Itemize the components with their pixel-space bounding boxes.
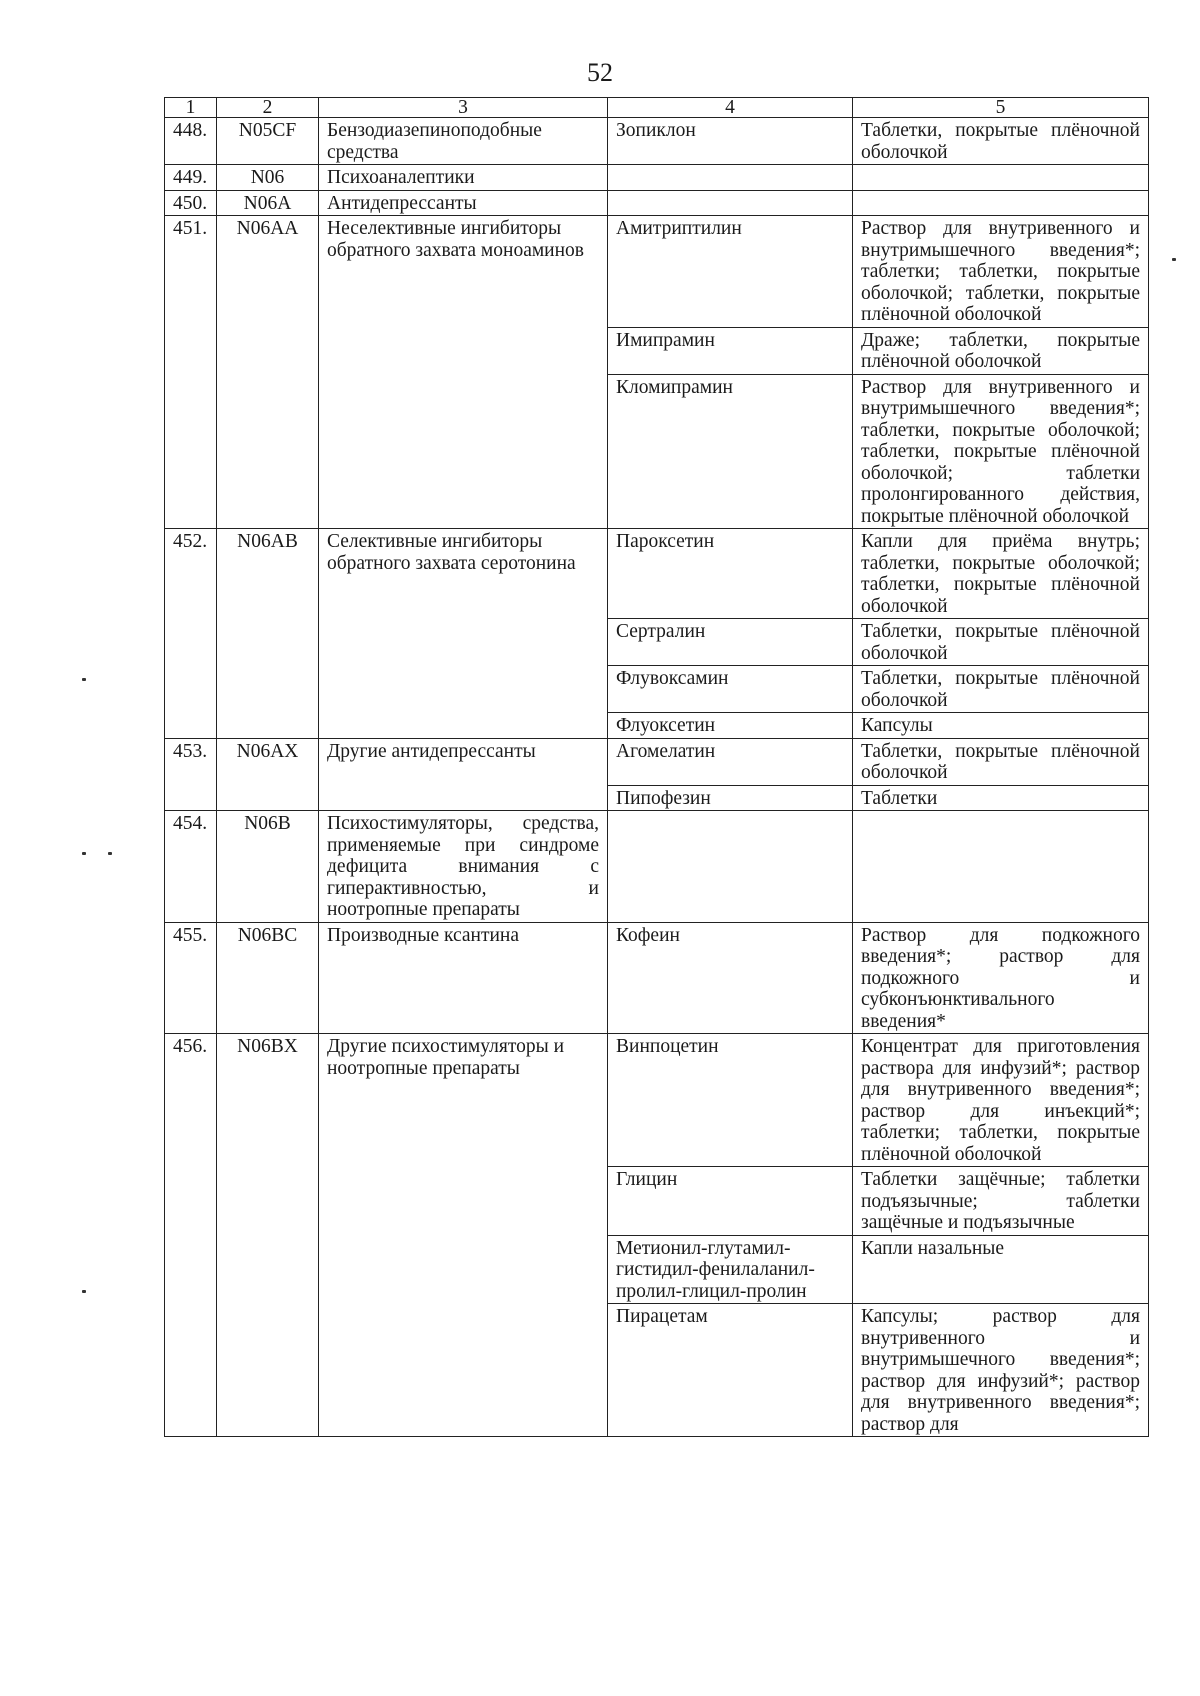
drug-name: Агомелатин <box>608 738 853 785</box>
table-row <box>165 165 1149 191</box>
group-name: Неселективные ингибиторы обратного захвата моноаминов <box>319 216 608 529</box>
group-name: Бензодиазепиноподобные средства <box>319 118 608 165</box>
group-name: Антидепрессанты <box>319 190 608 216</box>
atc-code: N05CF <box>217 118 319 165</box>
group-name: Селективные ингибиторы обратного захвата серотонина <box>319 529 608 739</box>
column-header: 1 <box>165 98 217 118</box>
table-row <box>165 738 1149 785</box>
row-number: 453. <box>165 738 217 811</box>
dosage-form: Концентрат для приготовления раствора для инфузий*; раствор для внутривенного введения*; раствор для инъекций*; таблетки; таблетки, покрытые плёночной оболочкой <box>853 1034 1149 1167</box>
table-row <box>165 922 1149 1034</box>
atc-code: N06AB <box>217 529 319 739</box>
table-row <box>165 529 1149 619</box>
dosage-form: Капли назальные <box>853 1235 1149 1304</box>
dosage-form: Таблетки <box>853 785 1149 811</box>
drug-name: Глицин <box>608 1167 853 1236</box>
row-number: 449. <box>165 165 217 191</box>
atc-code: N06BX <box>217 1034 319 1437</box>
drug-name: Пирацетам <box>608 1304 853 1437</box>
drug-name: Винпоцетин <box>608 1034 853 1167</box>
atc-code: N06 <box>217 165 319 191</box>
group-name: Другие антидепрессанты <box>319 738 608 811</box>
drug-name: Метионил-глутамил-гистидил-фенилаланил-пролил-глицил-пролин <box>608 1235 853 1304</box>
drug-name: Амитриптилин <box>608 216 853 328</box>
table-header-row <box>165 98 1149 118</box>
drug-name: Флувоксамин <box>608 666 853 713</box>
drug-name: Флуоксетин <box>608 713 853 739</box>
atc-code: N06AA <box>217 216 319 529</box>
drug-name: Кломипрамин <box>608 374 853 529</box>
row-number: 450. <box>165 190 217 216</box>
row-number: 448. <box>165 118 217 165</box>
dosage-form <box>853 811 1149 923</box>
drug-table <box>164 97 1149 1437</box>
dosage-form <box>853 165 1149 191</box>
atc-code: N06BC <box>217 922 319 1034</box>
row-number: 452. <box>165 529 217 739</box>
drug-name <box>608 190 853 216</box>
dosage-form: Раствор для внутривенного и внутримышечного введения*; таблетки, покрытые оболочкой; таблетки, покрытые плёночной оболочкой; таблетки пролонгированного действия, покрытые плёночной оболочкой <box>853 374 1149 529</box>
row-number: 454. <box>165 811 217 923</box>
dosage-form: Таблетки защёчные; таблетки подъязычные; таблетки защёчные и подъязычные <box>853 1167 1149 1236</box>
drug-name: Пипофезин <box>608 785 853 811</box>
dosage-form: Таблетки, покрытые плёночной оболочкой <box>853 619 1149 666</box>
drug-name <box>608 165 853 191</box>
atc-code: N06B <box>217 811 319 923</box>
drug-name: Кофеин <box>608 922 853 1034</box>
column-header: 5 <box>853 98 1149 118</box>
drug-name: Имипрамин <box>608 327 853 374</box>
drug-name: Зопиклон <box>608 118 853 165</box>
table-row <box>165 118 1149 165</box>
atc-code: N06A <box>217 190 319 216</box>
row-number: 456. <box>165 1034 217 1437</box>
drug-name: Пароксетин <box>608 529 853 619</box>
dosage-form <box>853 190 1149 216</box>
dosage-form: Таблетки, покрытые плёночной оболочкой <box>853 118 1149 165</box>
group-name: Психостимуляторы, средства, применяемые при синдроме дефицита внимания с гиперактивностью, и ноотропные препараты <box>319 811 608 923</box>
atc-code: N06AX <box>217 738 319 811</box>
drug-name: Сертралин <box>608 619 853 666</box>
group-name: Другие психостимуляторы и ноотропные препараты <box>319 1034 608 1437</box>
group-name: Производные ксантина <box>319 922 608 1034</box>
table-row <box>165 216 1149 328</box>
dosage-form: Раствор для внутривенного и внутримышечного введения*; таблетки; таблетки, покрытые оболочкой; таблетки, покрытые плёночной оболочкой <box>853 216 1149 328</box>
column-header: 3 <box>319 98 608 118</box>
column-header: 4 <box>608 98 853 118</box>
dosage-form: Раствор для подкожного введения*; раствор для подкожного и субконъюнктивального введения* <box>853 922 1149 1034</box>
scan-speck <box>82 678 86 681</box>
row-number: 455. <box>165 922 217 1034</box>
scan-speck <box>108 852 112 855</box>
drug-name <box>608 811 853 923</box>
page-number: 52 <box>587 58 613 87</box>
scan-speck <box>1172 258 1176 261</box>
dosage-form: Капли для приёма внутрь; таблетки, покрытые оболочкой; таблетки, покрытые плёночной оболочкой <box>853 529 1149 619</box>
row-number: 451. <box>165 216 217 529</box>
dosage-form: Таблетки, покрытые плёночной оболочкой <box>853 666 1149 713</box>
dosage-form: Драже; таблетки, покрытые плёночной оболочкой <box>853 327 1149 374</box>
dosage-form: Капсулы; раствор для внутривенного и внутримышечного введения*; раствор для инфузий*; раствор для внутривенного введения*; раствор для <box>853 1304 1149 1437</box>
scan-speck <box>82 852 86 855</box>
scan-speck <box>82 1290 86 1293</box>
group-name: Психоаналептики <box>319 165 608 191</box>
table-row <box>165 811 1149 923</box>
dosage-form: Капсулы <box>853 713 1149 739</box>
table-row <box>165 1034 1149 1167</box>
table-row <box>165 190 1149 216</box>
column-header: 2 <box>217 98 319 118</box>
dosage-form: Таблетки, покрытые плёночной оболочкой <box>853 738 1149 785</box>
